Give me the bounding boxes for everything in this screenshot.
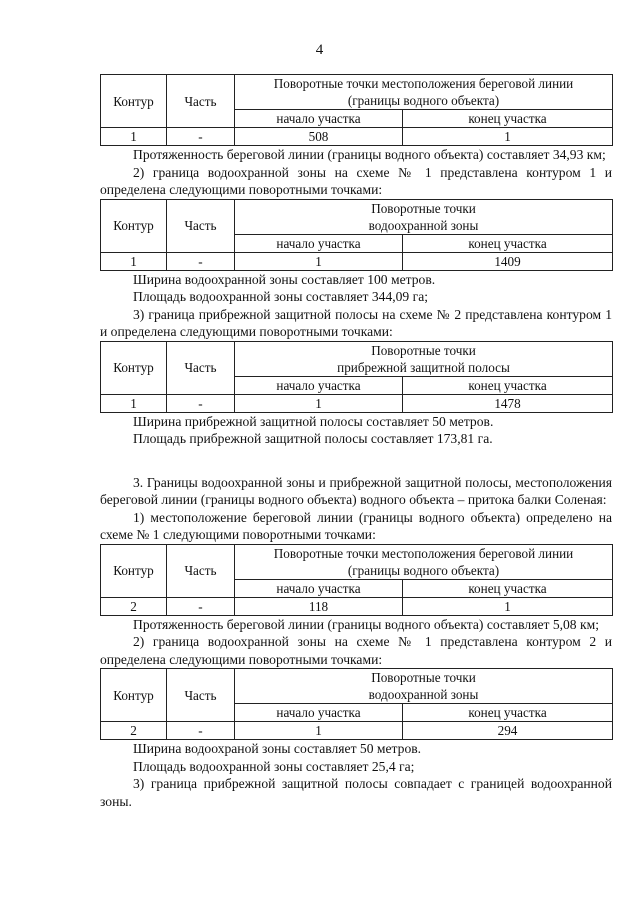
table-header-row: [101, 669, 613, 704]
paragraph: 2) граница водоохранной зоны на схеме № 1 представлена контуром 1 и определена следующими поворотными точками:: [100, 164, 612, 197]
cell-start: 118: [235, 597, 403, 615]
section-heading-paragraph: 3. Границы водоохранной зоны и прибрежной защитной полосы, местоположения береговой линии (границы водного объекта) водного объекта – притока балки Соленая:: [100, 474, 612, 507]
cell-end: 294: [403, 722, 613, 740]
water-zone-points-table-1: [100, 199, 613, 271]
table-row: [101, 597, 613, 615]
table-header-row: [101, 341, 613, 376]
coastal-strip-points-table: [100, 341, 613, 413]
table-header-row: [101, 544, 613, 579]
col-start-header: начало участка: [235, 376, 403, 394]
col-kontur-header: Контур: [101, 341, 167, 394]
table-header-row: [101, 199, 613, 234]
shoreline-points-table-1: [100, 74, 613, 146]
paragraph: 2) граница водоохранной зоны на схеме № 1 представлена контуром 2 и определена следующими поворотными точками:: [100, 634, 612, 667]
paragraph: Протяженность береговой линии (границы водного объекта) составляет 34,93 км;: [133, 147, 606, 162]
cell-part: -: [167, 722, 235, 740]
cell-kontur: 1: [101, 394, 167, 412]
paragraph: Протяженность береговой линии (границы водного объекта) составляет 5,08 км;: [133, 616, 599, 632]
table-header-row: [101, 75, 613, 110]
col-kontur-header: Контур: [101, 669, 167, 722]
cell-part: -: [167, 128, 235, 146]
paragraph: Площадь водоохранной зоны составляет 344,09 га;: [133, 289, 429, 304]
col-end-header: конец участка: [403, 376, 613, 394]
cell-kontur: 1: [101, 252, 167, 270]
col-start-header: начало участка: [235, 110, 403, 128]
cell-kontur: 2: [101, 597, 167, 615]
table-title: Поворотные точки местоположения береговой линии (границы водного объекта): [235, 544, 613, 579]
cell-end: 1478: [403, 394, 613, 412]
cell-start: 1: [235, 394, 403, 412]
cell-kontur: 1: [101, 128, 167, 146]
cell-start: 1: [235, 722, 403, 740]
col-end-header: конец участка: [403, 234, 613, 252]
paragraph: 1) местоположение береговой линии (границы водного объекта) определено на схеме № 1 следующими поворотными точками:: [100, 509, 612, 542]
cell-end: 1: [403, 597, 613, 615]
paragraph: Ширина прибрежной защитной полосы составляет 50 метров.: [133, 413, 494, 429]
table-title: Поворотные точки прибрежной защитной полосы: [235, 341, 613, 376]
cell-end: 1409: [403, 252, 613, 270]
col-end-header: конец участка: [403, 579, 613, 597]
col-start-header: начало участка: [235, 579, 403, 597]
paragraph: Ширина водоохраной зоны составляет 50 метров.: [133, 741, 422, 756]
cell-part: -: [167, 597, 235, 615]
paragraph: 3) граница прибрежной защитной полосы на схеме № 2 представлена контуром 1 и определена следующими поворотными точками:: [100, 306, 612, 339]
col-part-header: Часть: [167, 199, 235, 252]
page-number: 4: [315, 42, 324, 58]
col-end-header: конец участка: [403, 704, 613, 722]
table-row: [101, 394, 613, 412]
col-part-header: Часть: [167, 341, 235, 394]
table-title: Поворотные точки водоохранной зоны: [235, 669, 613, 704]
col-start-header: начало участка: [235, 704, 403, 722]
col-part-header: Часть: [167, 544, 235, 597]
table-title: Поворотные точки местоположения береговой линии (границы водного объекта): [235, 75, 613, 110]
col-part-header: Часть: [167, 75, 235, 128]
col-kontur-header: Контур: [101, 544, 167, 597]
paragraph: Площадь водоохранной зоны составляет 25,4 га;: [133, 758, 415, 774]
col-kontur-header: Контур: [101, 199, 167, 252]
table-row: [101, 128, 613, 146]
paragraph: 3) граница прибрежной защитной полосы совпадает с границей водоохранной зоны.: [100, 776, 612, 809]
paragraph: Ширина водоохранной зоны составляет 100 метров.: [133, 271, 436, 287]
col-start-header: начало участка: [235, 234, 403, 252]
cell-start: 508: [235, 128, 403, 146]
cell-start: 1: [235, 252, 403, 270]
water-zone-points-table-2: [100, 668, 613, 740]
col-end-header: конец участка: [403, 110, 613, 128]
col-kontur-header: Контур: [101, 75, 167, 128]
paragraph: Площадь прибрежной защитной полосы составляет 173,81 га.: [133, 431, 493, 446]
table-row: [101, 722, 613, 740]
table-title: Поворотные точки водоохранной зоны: [235, 199, 613, 234]
cell-part: -: [167, 394, 235, 412]
col-part-header: Часть: [167, 669, 235, 722]
cell-kontur: 2: [101, 722, 167, 740]
table-row: [101, 252, 613, 270]
cell-end: 1: [403, 128, 613, 146]
cell-part: -: [167, 252, 235, 270]
shoreline-points-table-2: [100, 544, 613, 616]
document-body: [100, 74, 612, 810]
